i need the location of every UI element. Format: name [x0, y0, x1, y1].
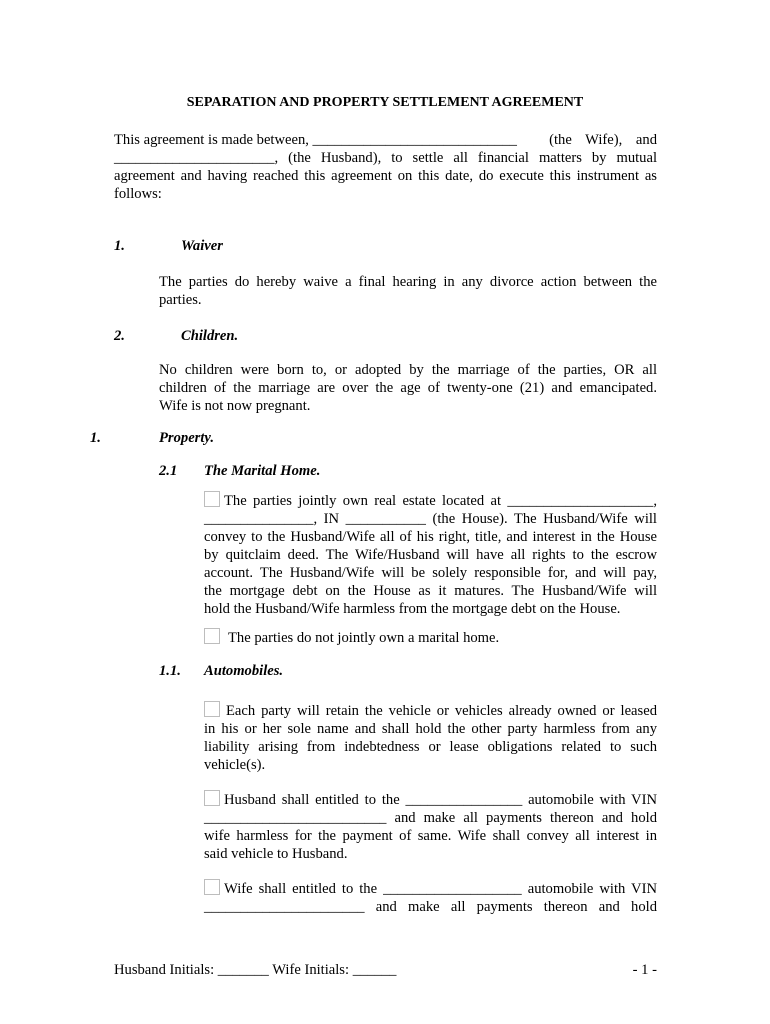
subsection-heading-marital-home: The Marital Home.: [204, 463, 321, 479]
section-heading-children: Children.: [181, 328, 239, 344]
marital-home-opt1-line-4: by quitclaim deed. The Wife/Husband will have all rights to the escrow: [204, 547, 657, 563]
marital-home-opt1-line-1: The parties jointly own real estate located at ____________________,: [224, 493, 657, 509]
subsection-number-automobiles: 1.1.: [159, 663, 181, 679]
subsection-heading-automobiles: Automobiles.: [204, 663, 284, 679]
marital-home-opt1-line-3: convey to the Husband/Wife all of his right, title, and interest in the House: [204, 529, 657, 545]
section-heading-waiver: Waiver: [181, 238, 223, 254]
automobiles-opt1-line-3: liability arising from indebtedness or lease obligations related to such: [204, 739, 657, 755]
marital-home-option-2-checkbox[interactable]: [204, 628, 220, 644]
section-number-waiver: 1.: [114, 238, 125, 254]
marital-home-opt1-line-5: account. The Husband/Wife will be solely responsible for, and will pay,: [204, 565, 657, 581]
automobiles-opt2-line-1: Husband shall entitled to the ________________ automobile with VIN: [224, 792, 657, 808]
automobiles-option-3: [204, 879, 657, 916]
marital-home-opt1-line-2: _______________, IN ___________ (the House). The Husband/Wife will: [204, 511, 657, 527]
automobiles-opt3-line-1: Wife shall entitled to the ___________________ automobile with VIN: [224, 881, 657, 897]
intro-line-4: follows:: [114, 186, 162, 202]
waiver-line-2: parties.: [159, 292, 202, 308]
page-number: - 1 -: [632, 962, 657, 978]
automobiles-opt1-line-4: vehicle(s).: [204, 757, 266, 773]
marital-home-opt2-text: The parties do not jointly own a marital home.: [228, 630, 500, 646]
children-line-1: No children were born to, or adopted by the marriage of the parties, OR all: [159, 362, 657, 378]
marital-home-opt1-line-6: the mortgage debt on the House as it matures. The Husband/Wife will: [204, 583, 657, 599]
children-line-2: children of the marriage are over the age of twenty-one (21) and emancipated.: [159, 380, 657, 396]
intro-line-2: ______________________, (the Husband), to settle all financial matters by mutual: [114, 150, 657, 166]
section-heading-property: Property.: [159, 430, 214, 446]
automobiles-opt1-line-2: in his or her sole name and shall hold the other party harmless from any: [204, 721, 657, 737]
marital-home-option-2: [204, 628, 657, 647]
automobiles-option-1: [204, 701, 657, 774]
children-line-3: Wife is not now pregnant.: [159, 398, 311, 414]
section-number-property: 1.: [90, 430, 101, 446]
section-number-children: 2.: [114, 328, 125, 344]
automobiles-opt2-line-4: said vehicle to Husband.: [204, 846, 348, 862]
intro-line-3: agreement and having reached this agreement on this date, do execute this instrument as: [114, 168, 657, 184]
subsection-number-marital-home: 2.1: [159, 463, 178, 479]
automobiles-opt2-line-2: _________________________ and make all payments thereon and hold: [204, 810, 657, 826]
intro-line-1a: This agreement is made between, ____________________________: [114, 132, 517, 148]
automobiles-opt1-line-1: Each party will retain the vehicle or vehicles already owned or leased: [226, 703, 657, 719]
automobiles-option-1-checkbox[interactable]: [204, 701, 220, 717]
automobiles-option-2-checkbox[interactable]: [204, 790, 220, 806]
automobiles-opt3-line-2: ______________________ and make all payments thereon and hold: [204, 899, 657, 915]
marital-home-option-1: [204, 491, 657, 618]
document-title: SEPARATION AND PROPERTY SETTLEMENT AGREEMENT: [186, 95, 584, 110]
waiver-line-1: The parties do hereby waive a final hearing in any divorce action between the: [159, 274, 657, 290]
intro-line-1b: (the Wife), and: [549, 132, 657, 148]
automobiles-option-2: [204, 790, 657, 863]
children-paragraph: [159, 361, 657, 415]
automobiles-option-3-checkbox[interactable]: [204, 879, 220, 895]
automobiles-opt2-line-3: wife harmless for the payment of same. Wife shall convey all interest in: [204, 828, 657, 844]
waiver-paragraph: [159, 273, 657, 309]
marital-home-opt1-line-7: hold the Husband/Wife harmless from the mortgage debt on the House.: [204, 601, 621, 617]
intro-paragraph: [114, 131, 657, 203]
marital-home-option-1-checkbox[interactable]: [204, 491, 220, 507]
footer-initials: Husband Initials: _______ Wife Initials: ______: [114, 962, 397, 978]
